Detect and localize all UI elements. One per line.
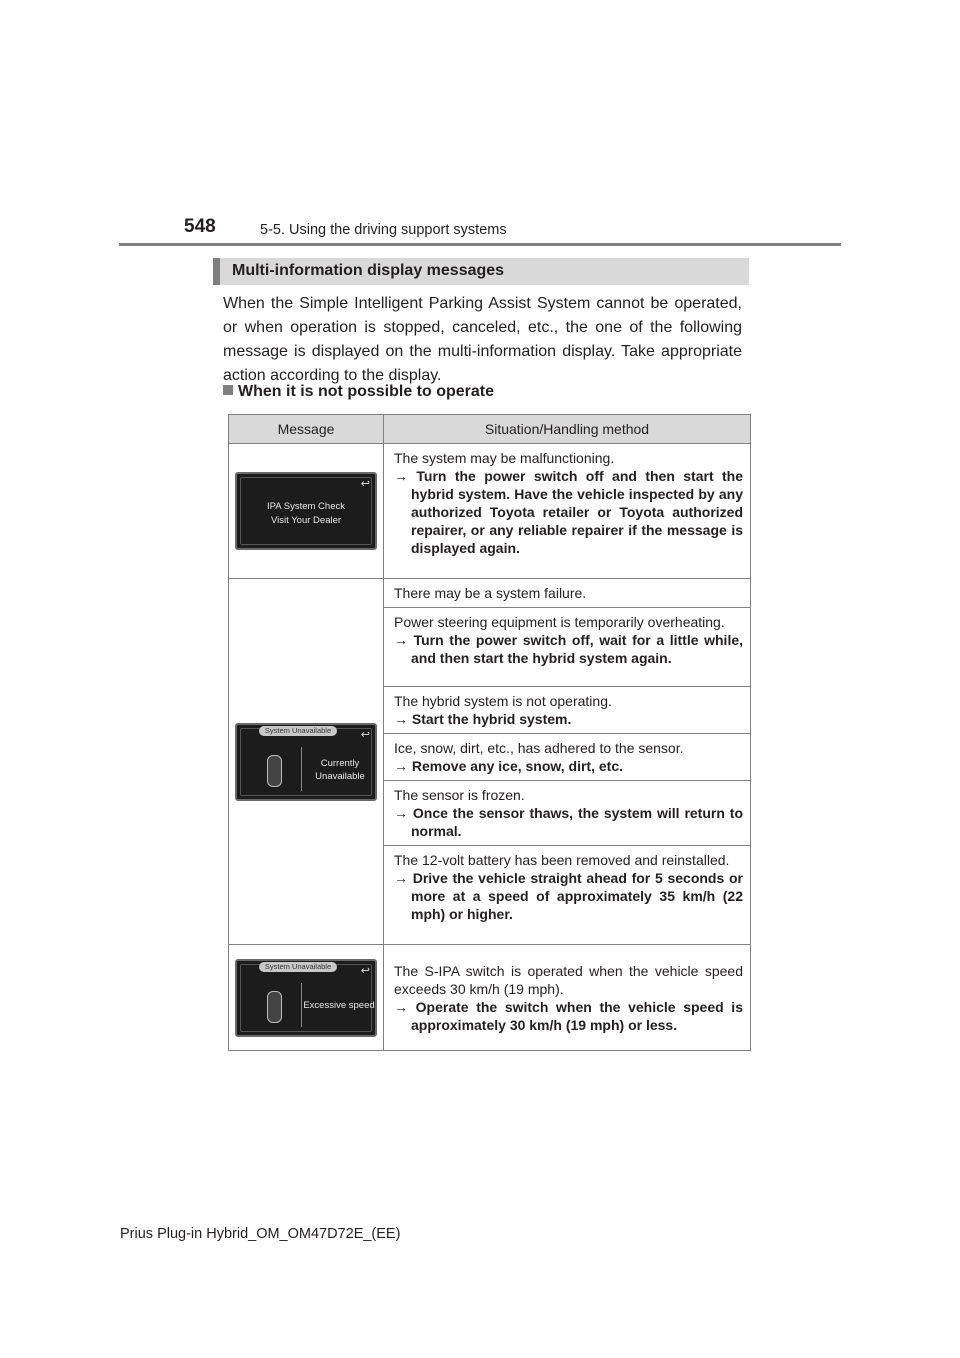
- status-pill: System Unavailable: [259, 962, 337, 972]
- display-screen-ipa-check: [235, 472, 377, 550]
- heading-title: Multi-information display messages: [232, 262, 505, 279]
- arrow-icon: →: [394, 758, 408, 774]
- header-rule: [119, 243, 841, 246]
- situation-text: The 12-volt battery has been removed and reinstalled.: [394, 852, 730, 868]
- situation-cell: [384, 781, 751, 846]
- car-icon: [267, 991, 282, 1023]
- situation-text: The sensor is frozen.: [394, 787, 525, 803]
- handling-text: → Turn the power switch off and then start the hybrid system. Have the vehicle inspected by any authorized Toyota retailer or Toyota authorized repairer, or any reliable repairer if the message is displayed again.: [394, 468, 743, 556]
- situation-text: The S-IPA switch is operated when the vehicle speed exceeds 30 km/h (19 mph).: [394, 962, 743, 997]
- messages-table: [228, 414, 751, 1051]
- heading-bar: [213, 258, 749, 285]
- column-header-situation: Situation/Handling method: [384, 415, 751, 444]
- message-cell: [229, 945, 384, 1051]
- car-icon: [267, 755, 282, 787]
- situation-text: There may be a system failure.: [394, 585, 587, 601]
- arrow-icon: →: [394, 805, 408, 821]
- page-number: 548: [184, 216, 216, 237]
- arrow-icon: →: [394, 998, 408, 1015]
- screen-text: Excessive speed: [303, 999, 375, 1011]
- return-icon: ↩: [360, 478, 370, 490]
- situation-text: Ice, snow, dirt, etc., has adhered to the sensor.: [394, 740, 684, 756]
- situation-cell: [384, 444, 751, 579]
- handling-text: → Start the hybrid system.: [394, 711, 572, 727]
- display-screen-excessive-speed: [235, 959, 377, 1037]
- situation-cell: [384, 734, 751, 781]
- situation-cell: [384, 687, 751, 734]
- situation-cell: [384, 608, 751, 687]
- footer-doc-id: Prius Plug-in Hybrid_OM_OM47D72E_(EE): [120, 1226, 401, 1242]
- status-pill: System Unavailable: [259, 726, 337, 736]
- column-header-message: Message: [229, 415, 384, 444]
- handling-text: → Turn the power switch off, wait for a little while, and then start the hybrid system again.: [394, 632, 744, 666]
- handling-text: → Remove any ice, snow, dirt, etc.: [394, 758, 623, 774]
- subheading-text: When it is not possible to operate: [238, 383, 495, 400]
- handling-text: → Once the sensor thaws, the system will return to normal.: [394, 805, 744, 839]
- message-cell: [229, 579, 384, 945]
- arrow-icon: →: [394, 632, 408, 648]
- section-title: 5-5. Using the driving support systems: [260, 222, 507, 238]
- situation-text: Power steering equipment is temporarily overheating.: [394, 614, 725, 630]
- situation-text: The system may be malfunctioning.: [394, 450, 615, 466]
- return-icon: ↩: [360, 728, 370, 741]
- return-icon: ↩: [360, 964, 370, 977]
- subheading: [223, 383, 494, 401]
- screen-text: Currently: [320, 757, 360, 769]
- situation-cell: [384, 945, 751, 1051]
- handling-text: → Operate the switch when the vehicle speed is approximately 30 km/h (19 mph) or less.: [394, 998, 743, 1033]
- table-header-row: [229, 415, 751, 444]
- situation-text: The hybrid system is not operating.: [394, 693, 612, 709]
- arrow-icon: →: [394, 711, 408, 727]
- handling-text: → Drive the vehicle straight ahead for 5 seconds or more at a speed of approximately 35 km/h (22 mph) or higher.: [394, 870, 743, 922]
- screen-text: Visit Your Dealer: [270, 515, 342, 526]
- arrow-icon: →: [394, 870, 408, 886]
- arrow-icon: →: [394, 468, 408, 484]
- situation-cell: [384, 579, 751, 608]
- table-row: [229, 945, 751, 1051]
- table-row: [229, 579, 751, 608]
- table-row: [229, 444, 751, 579]
- intro-paragraph: When the Simple Intelligent Parking Assist System cannot be operated, or when operation is stopped, canceled, etc., the one of the following message is displayed on the multi-information display. Take appropriate action according to the display.: [223, 295, 742, 384]
- square-bullet-icon: [223, 385, 233, 395]
- situation-cell: [384, 846, 751, 945]
- message-cell: [229, 444, 384, 579]
- display-screen-currently-unavailable: [235, 723, 377, 801]
- screen-text: Unavailable: [315, 770, 365, 782]
- screen-text: IPA System Check: [267, 501, 345, 512]
